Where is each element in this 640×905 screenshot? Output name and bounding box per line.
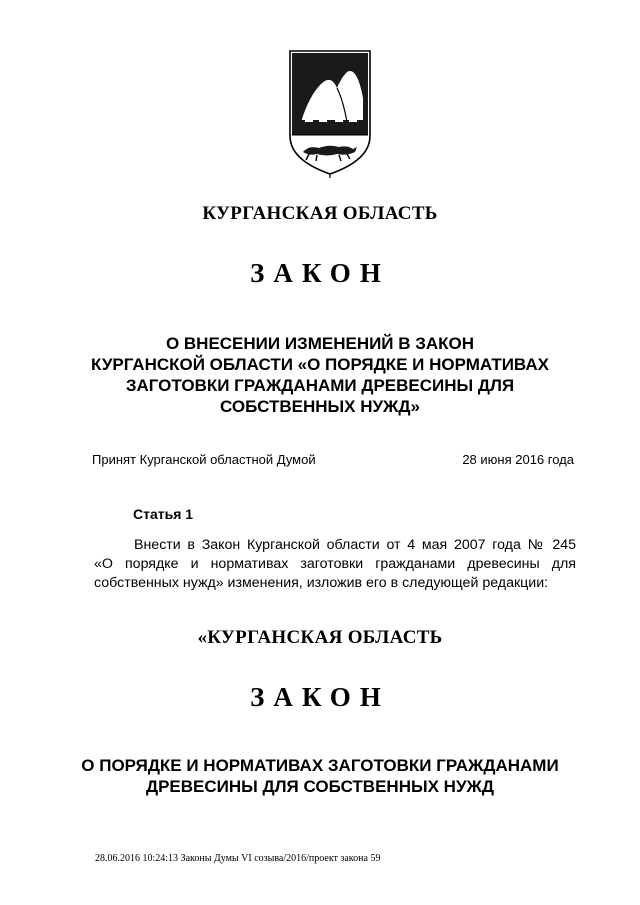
law-title-line: ЗАГОТОВКИ ГРАЖДАНАМИ ДРЕВЕСИНЫ ДЛЯ (125, 376, 515, 395)
article-heading: Статья 1 (133, 506, 194, 522)
new-law-region-heading: «КУРГАНСКАЯ ОБЛАСТЬ (197, 627, 443, 648)
article-paragraph (94, 536, 576, 593)
law-title-line: О ВНЕСЕНИИ ИЗМЕНЕНИЙ В ЗАКОН (165, 334, 475, 353)
new-law-title-line: О ПОРЯДКЕ И НОРМАТИВАХ ЗАГОТОВКИ ГРАЖДАНАМИ (81, 756, 559, 775)
new-law-document-type: ЗАКОН (250, 682, 390, 712)
law-title-line: СОБСТВЕННЫХ НУЖД» (220, 397, 420, 416)
paragraph-line: Внести в Закон Курганской области от 4 мая 2007 года № 245 (134, 537, 576, 553)
new-law-title-line: ДРЕВЕСИНЫ ДЛЯ СОБСТВЕННЫХ НУЖД (145, 777, 495, 796)
paragraph-line: собственных нужд» изменения, изложив его в следующей редакции: (94, 575, 549, 591)
adoption-date: 28 июня 2016 года (462, 452, 574, 467)
paragraph-line: «О порядке и нормативах заготовки гражданами древесины для (94, 556, 576, 572)
new-law-title (0, 755, 640, 797)
footer-path: 28.06.2016 10:24:13 Законы Думы VI созыва/2016/проект закона 59 (95, 853, 381, 864)
coat-of-arms-icon (287, 48, 373, 178)
adopted-by: Принят Курганской областной Думой (92, 452, 316, 467)
law-title-line: КУРГАНСКОЙ ОБЛАСТИ «О ПОРЯДКЕ И НОРМАТИВАХ (91, 355, 549, 374)
document-type: ЗАКОН (250, 258, 390, 288)
law-title (0, 333, 640, 417)
region-heading: КУРГАНСКАЯ ОБЛАСТЬ (202, 203, 438, 224)
